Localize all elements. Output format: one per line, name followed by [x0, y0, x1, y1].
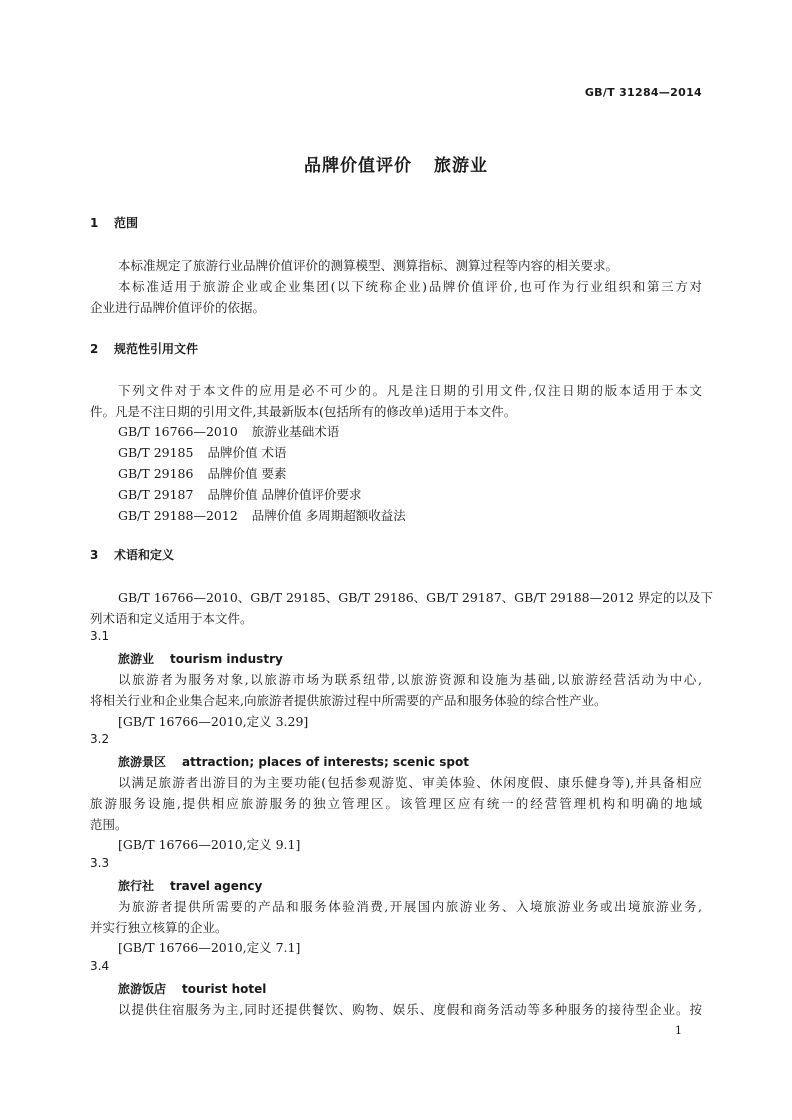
term-english: attraction; places of interests; scenic spot — [182, 755, 469, 769]
term-definition-line: 以提供住宿服务为主,同时还提供餐饮、购物、娱乐、度假和商务活动等多种服务的接待型企业。按 — [118, 1002, 702, 1017]
term-definition-line: 范围。 — [90, 817, 128, 832]
term-definition-line: 为旅游者提供所需要的产品和服务体验消费,开展国内旅游业务、入境旅游业务或出境旅游业务, — [118, 899, 702, 914]
normative-reference — [118, 464, 286, 482]
term-english: tourist hotel — [182, 982, 267, 996]
term-number: 3.1 — [90, 629, 110, 643]
reference-code: GB/T 29188—2012 — [118, 508, 238, 523]
reference-title: 品牌价值 品牌价值评价要求 — [207, 487, 362, 502]
term-number: 3.3 — [90, 856, 110, 870]
standard-code: GB/T 31284—2014 — [584, 86, 702, 99]
term-heading — [118, 753, 469, 770]
term-definition-line: 将相关行业和企业集合起来,向旅游者提供旅游过程中所需要的产品和服务体验的综合性产业。 — [90, 693, 607, 708]
term-number: 3.2 — [90, 732, 110, 746]
term-heading — [118, 877, 262, 894]
sec2-para1-line2: 件。凡是不注日期的引用文件,其最新版本(包括所有的修改单)适用于本文件。 — [90, 404, 517, 419]
reference-title: 品牌价值 多周期超额收益法 — [251, 508, 406, 523]
term-english: tourism industry — [170, 652, 283, 666]
title-part-1: 品牌价值评价 — [304, 156, 412, 176]
reference-title: 旅游业基础术语 — [251, 424, 340, 439]
term-chinese: 旅游业 — [118, 652, 155, 666]
sec3-intro-line2: 列术语和定义适用于本文件。 — [90, 611, 253, 626]
term-number: 3.4 — [90, 959, 110, 973]
reference-title: 品牌价值 要素 — [207, 466, 287, 481]
section-3-number: 3 — [90, 548, 99, 562]
term-chinese: 旅游景区 — [118, 755, 167, 769]
normative-reference — [118, 422, 339, 440]
section-3-heading — [90, 546, 174, 563]
section-3-title: 术语和定义 — [114, 548, 175, 562]
reference-code: GB/T 16766—2010 — [118, 424, 238, 439]
normative-reference — [118, 506, 406, 524]
section-2-number: 2 — [90, 342, 99, 356]
reference-code: GB/T 29186 — [118, 466, 194, 481]
term-definition-line: 以满足旅游者出游目的为主要功能(包括参观游览、审美体验、休闲度假、康乐健身等),并具备相应 — [118, 775, 702, 790]
normative-reference — [118, 485, 361, 503]
sec1-para2-line1: 本标准适用于旅游企业或企业集团(以下统称企业)品牌价值评价,也可作为行业组织和第三方对 — [118, 279, 702, 294]
section-1-number: 1 — [90, 216, 99, 230]
section-1-title: 范围 — [114, 216, 139, 230]
term-definition-line: 以旅游者为服务对象,以旅游市场为联系纽带,以旅游资源和设施为基础,以旅游经营活动为中心, — [118, 672, 702, 687]
term-source: [GB/T 16766—2010,定义 3.29] — [118, 714, 309, 729]
reference-code: GB/T 29187 — [118, 487, 194, 502]
sec3-intro-line1: GB/T 16766—2010、GB/T 29185、GB/T 29186、GB/T 29187、GB/T 29188—2012 界定的以及下 — [118, 590, 713, 605]
sec1-para2-line2: 企业进行品牌价值评价的依据。 — [90, 300, 266, 315]
section-2-title: 规范性引用文件 — [114, 342, 199, 356]
term-source: [GB/T 16766—2010,定义 7.1] — [118, 940, 301, 955]
term-chinese: 旅行社 — [118, 879, 155, 893]
term-definition-line: 并实行独立核算的企业。 — [90, 920, 228, 935]
term-heading — [118, 980, 266, 997]
normative-reference — [118, 443, 286, 461]
term-definition-line: 旅游服务设施,提供相应旅游服务的独立管理区。该管理区应有统一的经营管理机构和明确的地域 — [90, 796, 702, 811]
term-heading — [118, 650, 283, 667]
reference-title: 品牌价值 术语 — [207, 445, 287, 460]
term-english: travel agency — [170, 879, 263, 893]
document-title — [0, 151, 792, 176]
reference-code: GB/T 29185 — [118, 445, 194, 460]
term-source: [GB/T 16766—2010,定义 9.1] — [118, 837, 301, 852]
section-2-heading — [90, 340, 198, 357]
section-1-heading — [90, 214, 138, 231]
title-part-2: 旅游业 — [434, 156, 488, 176]
sec2-para1-line1: 下列文件对于本文件的应用是必不可少的。凡是注日期的引用文件,仅注日期的版本适用于本文 — [118, 383, 702, 398]
sec1-para1: 本标准规定了旅游行业品牌价值评价的测算模型、测算指标、测算过程等内容的相关要求。 — [118, 258, 619, 273]
page-number: 1 — [675, 1024, 682, 1037]
term-chinese: 旅游饭店 — [118, 982, 167, 996]
